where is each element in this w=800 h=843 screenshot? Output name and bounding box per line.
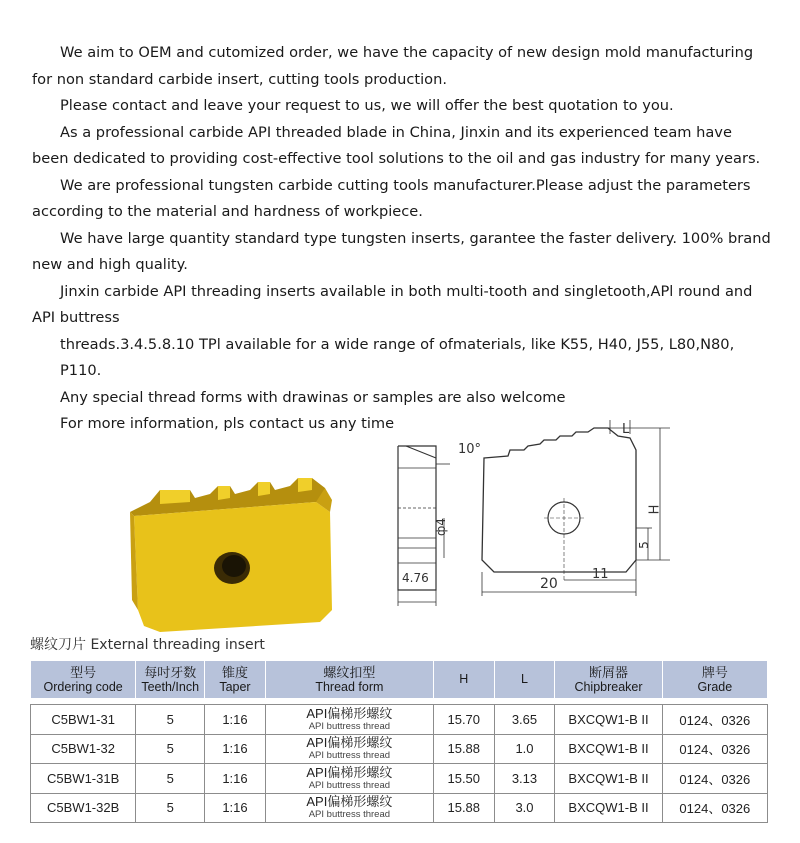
table-header-row — [31, 661, 768, 699]
cell-grade: 0124、0326 — [662, 734, 767, 764]
cell-h: 15.50 — [433, 764, 494, 794]
width-label: 20 — [540, 576, 558, 592]
cell-chipbreaker: BXCQW1-B II — [555, 734, 662, 764]
intro-paragraph-more-info: For more information, pls contact us any time — [60, 415, 395, 432]
cell-grade: 0124、0326 — [662, 793, 767, 823]
cell-tpi: 5 — [136, 764, 205, 794]
height-label: H — [647, 504, 663, 515]
header-l: L — [494, 661, 555, 699]
pitch-label: L — [622, 422, 630, 437]
cell-taper: 1:16 — [205, 764, 266, 794]
intro-paragraph-oem: We aim to OEM and cutomized order, we have the capacity of new design mold manufacturing for non standard carbide insert, cutting tools production. — [32, 44, 754, 88]
cell-grade: 0124、0326 — [662, 705, 767, 735]
intro-text — [32, 40, 772, 438]
cell-thread-form: API偏梯形螺纹 API buttress thread — [265, 793, 433, 823]
cell-taper: 1:16 — [205, 793, 266, 823]
offset-label: 11 — [592, 567, 609, 582]
table-row — [31, 793, 768, 823]
cell-h: 15.88 — [433, 793, 494, 823]
header-chipbreaker: 断屑器 Chipbreaker — [555, 661, 662, 699]
cell-l: 3.13 — [494, 764, 555, 794]
intro-paragraph-contact: Please contact and leave your request to us, we will offer the best quotation to you. — [60, 97, 674, 114]
table-caption: 螺纹刀片 External threading insert — [30, 637, 265, 653]
edge-label: 5 — [636, 541, 651, 549]
cell-tpi: 5 — [136, 734, 205, 764]
cell-l: 3.0 — [494, 793, 555, 823]
intro-paragraph-availability: Jinxin carbide API threading inserts available in both multi-tooth and singletooth,APl round and API buttress — [32, 282, 753, 326]
intro-paragraph-manufacturer: We are professional tungsten carbide cutting tools manufacturer.Please adjust the parameters according to the material and hardness of workpiece. — [32, 176, 751, 220]
cell-thread-form: API偏梯形螺纹 API buttress thread — [265, 705, 433, 735]
cell-grade: 0124、0326 — [662, 764, 767, 794]
cell-chipbreaker: BXCQW1-B II — [555, 705, 662, 735]
carbide-insert-photo — [120, 450, 340, 640]
intro-paragraph-special: Any special thread forms with drawinas or samples are also welcome — [60, 388, 566, 406]
hole-diameter-label: ф4 — [433, 518, 448, 536]
cell-code: C5BW1-31 — [31, 705, 136, 735]
table-row — [31, 705, 768, 735]
table-row — [31, 764, 768, 794]
cell-tpi: 5 — [136, 705, 205, 735]
header-teeth-inch: 每吋牙数 Teeth/Inch — [136, 661, 205, 699]
cell-taper: 1:16 — [205, 705, 266, 735]
cell-thread-form: API偏梯形螺纹 API buttress thread — [265, 734, 433, 764]
insert-spec-table — [30, 660, 768, 823]
header-ordering-code: 型号 Ordering code — [31, 661, 136, 699]
cell-tpi: 5 — [136, 793, 205, 823]
cell-chipbreaker: BXCQW1-B II — [555, 764, 662, 794]
cell-code: C5BW1-32 — [31, 734, 136, 764]
table-row — [31, 734, 768, 764]
insert-front-view-drawing — [470, 420, 670, 610]
cell-h: 15.70 — [433, 705, 494, 735]
angle-label: 10° — [458, 442, 482, 457]
cell-l: 1.0 — [494, 734, 555, 764]
header-grade: 牌号 Grade — [662, 661, 767, 699]
header-thread-form: 螺纹扣型 Thread form — [265, 661, 433, 699]
cell-thread-form: API偏梯形螺纹 API buttress thread — [265, 764, 433, 794]
thickness-label: 4.76 — [402, 571, 429, 585]
product-figure — [0, 420, 800, 605]
header-h: H — [433, 661, 494, 699]
intro-paragraph-stock: We have large quantity standard type tungsten inserts, garantee the faster delivery. 100% brand new and high quality. — [32, 229, 771, 273]
cell-taper: 1:16 — [205, 734, 266, 764]
intro-paragraph-tpi: threads.3.4.5.8.10 TPl available for a wide range of ofmaterials, like K55, H40, J55, L80,N80, P110. — [60, 335, 735, 379]
cell-l: 3.65 — [494, 705, 555, 735]
cell-chipbreaker: BXCQW1-B II — [555, 793, 662, 823]
cell-code: C5BW1-32B — [31, 793, 136, 823]
intro-paragraph-professional: As a professional carbide API threaded blade in China, Jinxin and its experienced team have been dedicated to providing cost-effective tool solutions to the oil and gas industry for many years. — [32, 123, 761, 167]
cell-code: C5BW1-31B — [31, 764, 136, 794]
cell-h: 15.88 — [433, 734, 494, 764]
header-taper: 锥度 Taper — [205, 661, 266, 699]
